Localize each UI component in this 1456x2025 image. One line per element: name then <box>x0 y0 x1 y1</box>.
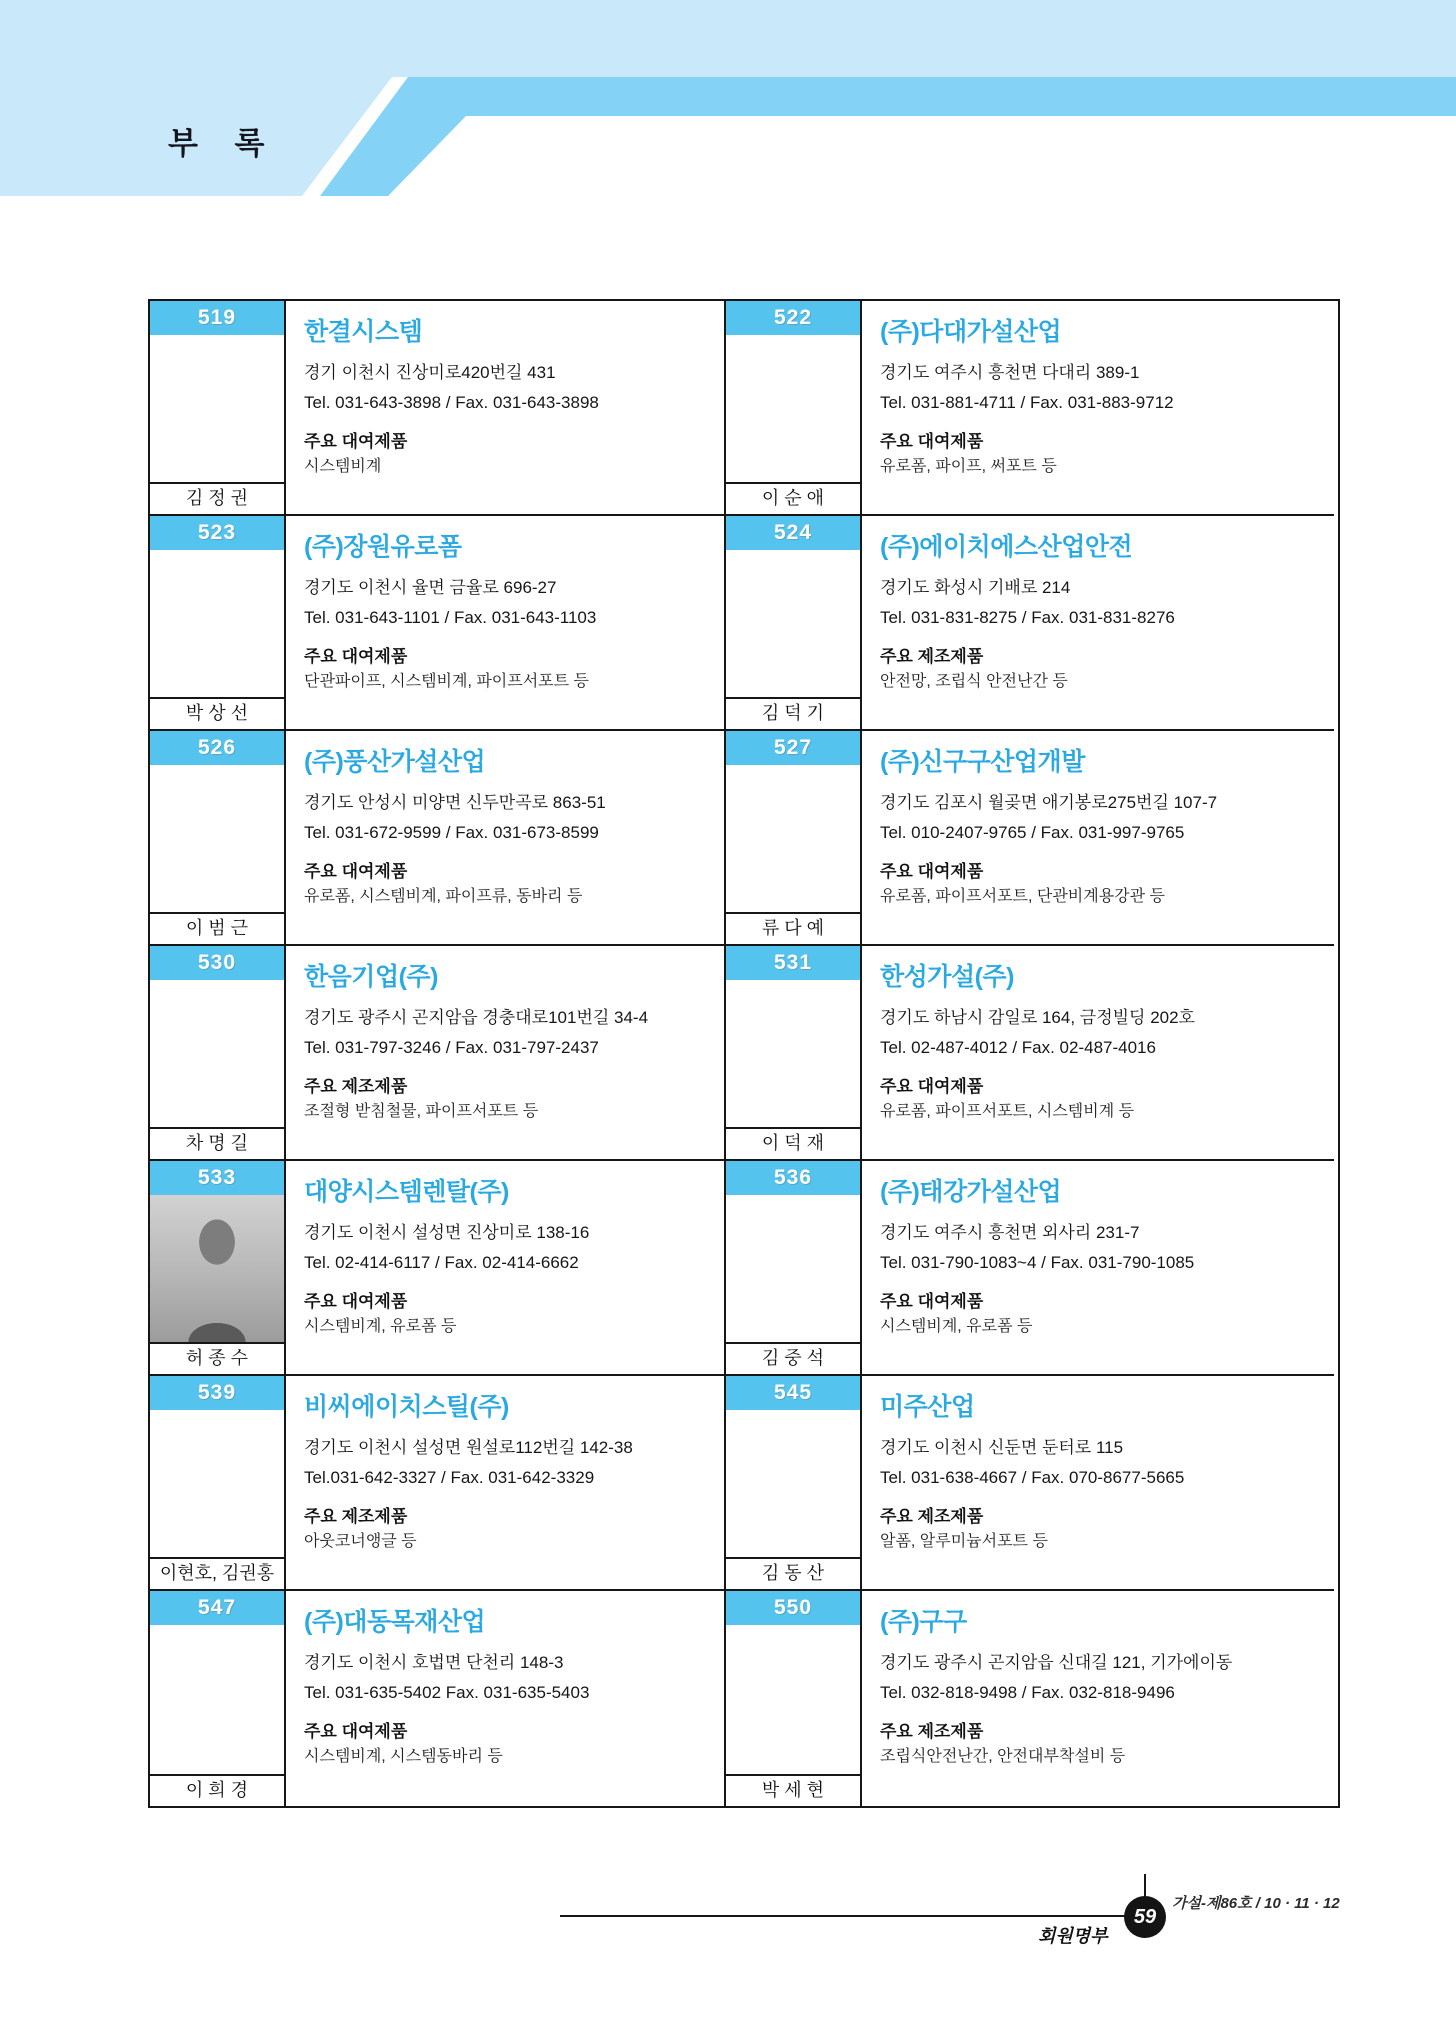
footer-issue-text: 가설-제86호 / 10 · 11 · 12 <box>1172 1895 1340 1912</box>
footer-section-label: 회원명부 <box>1038 1926 1108 1946</box>
member-info-cell <box>862 301 1334 516</box>
products-label: 주요 대여제품 <box>304 432 408 451</box>
member-photo-cell <box>726 516 862 731</box>
company-address: 경기 이천시 진상미로420번길 431 <box>304 363 556 382</box>
member-info-cell <box>862 1376 1334 1591</box>
company-phone-fax: Tel. 031-643-1101 / Fax. 031-643-1103 <box>304 608 597 627</box>
member-photo-cell <box>726 1161 862 1376</box>
member-photo-placeholder <box>726 980 860 1127</box>
member-number-badge: 545 <box>726 1376 860 1410</box>
company-phone-fax: Tel. 02-487-4012 / Fax. 02-487-4016 <box>880 1038 1156 1057</box>
company-name: (주)풍산가설산업 <box>304 748 486 776</box>
member-number-badge: 536 <box>726 1161 860 1195</box>
member-photo-placeholder <box>150 1195 284 1342</box>
member-directory-table <box>148 299 1340 1808</box>
footer-tick <box>1144 1874 1146 1898</box>
member-representative-name: 이 희 경 <box>150 1774 284 1806</box>
member-photo-cell <box>150 301 286 516</box>
member-photo-placeholder <box>726 550 860 697</box>
member-photo-placeholder <box>150 765 284 912</box>
company-address: 경기도 광주시 곤지암읍 신대길 121, 기가에이동 <box>880 1653 1233 1672</box>
products-label: 주요 대여제품 <box>880 1077 984 1096</box>
member-info-cell <box>286 516 726 731</box>
products-label: 주요 대여제품 <box>880 1292 984 1311</box>
company-address: 경기도 이천시 율면 금율로 696-27 <box>304 578 557 597</box>
company-phone-fax: Tel. 02-414-6117 / Fax. 02-414-6662 <box>304 1253 579 1272</box>
footer-rule <box>560 1915 1142 1917</box>
company-name: 한결시스템 <box>304 318 423 346</box>
member-info-cell <box>286 731 726 946</box>
products-label: 주요 대여제품 <box>304 647 408 666</box>
page-title: 부 록 <box>168 126 279 161</box>
member-photo-cell <box>150 1591 286 1806</box>
company-name: (주)태강가설산업 <box>880 1178 1062 1206</box>
member-number-badge: 522 <box>726 301 860 335</box>
member-number-badge: 523 <box>150 516 284 550</box>
company-address: 경기도 이천시 설성면 원설로112번길 142-38 <box>304 1438 633 1457</box>
member-number-badge: 539 <box>150 1376 284 1410</box>
company-name: (주)신구구산업개발 <box>880 748 1085 776</box>
company-name: 대양시스템렌탈(주) <box>304 1178 509 1206</box>
member-info-cell <box>286 301 726 516</box>
member-photo-cell <box>150 731 286 946</box>
company-address: 경기도 화성시 기배로 214 <box>880 578 1071 597</box>
products-list: 유로폼, 파이프서포트, 단관비계용강관 등 <box>880 888 1165 905</box>
member-info-cell <box>862 1591 1334 1806</box>
products-list: 조절형 받침철물, 파이프서포트 등 <box>304 1103 539 1120</box>
products-label: 주요 제조제품 <box>880 1507 984 1526</box>
company-phone-fax: Tel. 031-643-3898 / Fax. 031-643-3898 <box>304 393 599 412</box>
company-name: 미주산업 <box>880 1393 975 1421</box>
member-number-badge: 550 <box>726 1591 860 1625</box>
company-phone-fax: Tel. 031-672-9599 / Fax. 031-673-8599 <box>304 823 599 842</box>
member-representative-name: 차 명 길 <box>150 1127 284 1159</box>
products-list: 안전망, 조립식 안전난간 등 <box>880 673 1068 690</box>
member-photo-cell <box>150 1161 286 1376</box>
member-info-cell <box>862 516 1334 731</box>
member-photo-cell <box>150 516 286 731</box>
company-name: (주)대동목재산업 <box>304 1608 486 1636</box>
member-info-cell <box>286 1591 726 1806</box>
products-list: 시스템비계, 시스템동바리 등 <box>304 1748 503 1765</box>
member-photo <box>150 1195 284 1342</box>
member-photo-placeholder <box>726 1625 860 1774</box>
company-phone-fax: Tel. 031-831-8275 / Fax. 031-831-8276 <box>880 608 1175 627</box>
products-list: 유로폼, 시스템비계, 파이프류, 동바리 등 <box>304 888 583 905</box>
member-representative-name: 박 세 현 <box>726 1774 860 1806</box>
member-number-badge: 524 <box>726 516 860 550</box>
member-representative-name: 박 상 선 <box>150 697 284 729</box>
page-number-badge: 59 <box>1124 1896 1166 1938</box>
company-address: 경기도 여주시 흥천면 다대리 389-1 <box>880 363 1140 382</box>
company-address: 경기도 이천시 호법면 단천리 148-3 <box>304 1653 564 1672</box>
company-address: 경기도 김포시 월곶면 애기봉로275번길 107-7 <box>880 793 1218 812</box>
member-photo-placeholder <box>150 980 284 1127</box>
company-phone-fax: Tel. 031-635-5402 Fax. 031-635-5403 <box>304 1683 590 1702</box>
member-photo-cell <box>726 1591 862 1806</box>
member-representative-name: 허 종 수 <box>150 1342 284 1374</box>
member-photo-cell <box>726 946 862 1161</box>
company-name: (주)에이치에스산업안전 <box>880 533 1133 561</box>
company-address: 경기도 광주시 곤지암읍 경충대로101번길 34-4 <box>304 1008 649 1027</box>
company-name: 비씨에이치스틸(주) <box>304 1393 509 1421</box>
products-label: 주요 대여제품 <box>304 1292 408 1311</box>
member-photo-cell <box>150 1376 286 1591</box>
member-representative-name: 김 중 석 <box>726 1342 860 1374</box>
company-name: (주)장원유로폼 <box>304 533 462 561</box>
member-photo-cell <box>726 731 862 946</box>
member-info-cell <box>862 731 1334 946</box>
products-list: 시스템비계, 유로폼 등 <box>304 1318 457 1335</box>
company-address: 경기도 여주시 흥천면 외사리 231-7 <box>880 1223 1140 1242</box>
company-phone-fax: Tel. 031-638-4667 / Fax. 070-8677-5665 <box>880 1468 1185 1487</box>
company-address: 경기도 이천시 설성면 진상미로 138-16 <box>304 1223 590 1242</box>
products-label: 주요 대여제품 <box>304 862 408 881</box>
member-photo-placeholder <box>726 1410 860 1557</box>
company-address: 경기도 안성시 미양면 신두만곡로 863-51 <box>304 793 606 812</box>
products-label: 주요 제조제품 <box>304 1507 408 1526</box>
member-info-cell <box>286 1161 726 1376</box>
member-photo-cell <box>726 301 862 516</box>
products-list: 조립식안전난간, 안전대부착설비 등 <box>880 1748 1126 1765</box>
products-list: 시스템비계 <box>304 458 382 475</box>
member-representative-name: 김 정 권 <box>150 482 284 514</box>
company-phone-fax: Tel. 031-881-4711 / Fax. 031-883-9712 <box>880 393 1174 412</box>
member-representative-name: 이 순 애 <box>726 482 860 514</box>
member-photo-cell <box>726 1376 862 1591</box>
member-representative-name: 류 다 예 <box>726 912 860 944</box>
company-address: 경기도 하남시 감일로 164, 금정빌딩 202호 <box>880 1008 1195 1027</box>
products-list: 단관파이프, 시스템비계, 파이프서포트 등 <box>304 673 589 690</box>
products-label: 주요 대여제품 <box>880 432 984 451</box>
member-representative-name: 김 동 산 <box>726 1557 860 1589</box>
member-info-cell <box>286 946 726 1161</box>
company-phone-fax: Tel. 031-790-1083~4 / Fax. 031-790-1085 <box>880 1253 1195 1272</box>
member-info-cell <box>862 1161 1334 1376</box>
member-photo-placeholder <box>150 550 284 697</box>
member-representative-name: 이 덕 재 <box>726 1127 860 1159</box>
company-phone-fax: Tel. 010-2407-9765 / Fax. 031-997-9765 <box>880 823 1185 842</box>
products-label: 주요 제조제품 <box>304 1077 408 1096</box>
member-representative-name: 김 덕 기 <box>726 697 860 729</box>
member-photo-cell <box>150 946 286 1161</box>
company-name: (주)구구 <box>880 1608 967 1636</box>
products-list: 시스템비계, 유로폼 등 <box>880 1318 1033 1335</box>
member-info-cell <box>862 946 1334 1161</box>
member-number-badge: 526 <box>150 731 284 765</box>
products-list: 알폼, 알루미늄서포트 등 <box>880 1533 1048 1550</box>
member-number-badge: 519 <box>150 301 284 335</box>
member-number-badge: 547 <box>150 1591 284 1625</box>
member-representative-name: 이 범 근 <box>150 912 284 944</box>
member-number-badge: 527 <box>726 731 860 765</box>
company-phone-fax: Tel. 032-818-9498 / Fax. 032-818-9496 <box>880 1683 1175 1702</box>
member-photo-placeholder <box>150 1625 284 1774</box>
company-address: 경기도 이천시 신둔면 둔터로 115 <box>880 1438 1124 1457</box>
member-photo-placeholder <box>150 335 284 482</box>
company-name: (주)다대가설산업 <box>880 318 1062 346</box>
products-label: 주요 대여제품 <box>880 862 984 881</box>
company-name: 한음기업(주) <box>304 963 438 991</box>
products-label: 주요 대여제품 <box>304 1722 408 1741</box>
member-info-cell <box>286 1376 726 1591</box>
member-representative-name: 이현호, 김권홍 <box>150 1557 284 1589</box>
products-list: 유로폼, 파이프서포트, 시스템비계 등 <box>880 1103 1135 1120</box>
member-number-badge: 531 <box>726 946 860 980</box>
company-name: 한성가설(주) <box>880 963 1014 991</box>
member-number-badge: 530 <box>150 946 284 980</box>
member-photo-placeholder <box>726 765 860 912</box>
member-photo-placeholder <box>726 1195 860 1342</box>
company-phone-fax: Tel.031-642-3327 / Fax. 031-642-3329 <box>304 1468 595 1487</box>
products-list: 아웃코너앵글 등 <box>304 1533 417 1550</box>
products-label: 주요 제조제품 <box>880 647 984 666</box>
products-list: 유로폼, 파이프, 써포트 등 <box>880 458 1057 475</box>
company-phone-fax: Tel. 031-797-3246 / Fax. 031-797-2437 <box>304 1038 599 1057</box>
member-photo-placeholder <box>150 1410 284 1557</box>
products-label: 주요 제조제품 <box>880 1722 984 1741</box>
member-photo-placeholder <box>726 335 860 482</box>
member-number-badge: 533 <box>150 1161 284 1195</box>
